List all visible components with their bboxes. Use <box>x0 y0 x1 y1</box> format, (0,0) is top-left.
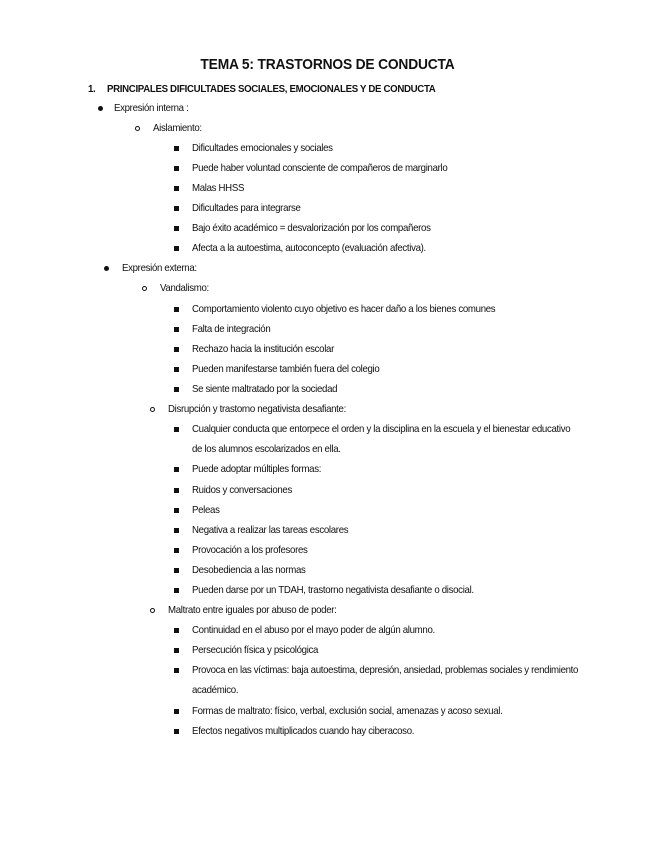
list-item: Pueden manifestarse también fuera del colegio <box>192 363 380 375</box>
list-item: Provoca en las víctimas: baja autoestima, depresión, ansiedad, problemas sociales y rendimiento <box>192 664 579 676</box>
list-item: Cualquier conducta que entorpece el orden y la disciplina en la escuela y el bienestar educativo <box>192 423 571 435</box>
list-item: Comportamiento violento cuyo objetivo es hacer daño a los bienes comunes <box>192 303 496 315</box>
list-item: Puede haber voluntad consciente de compañeros de marginarlo <box>192 162 448 174</box>
disrupcion-label: Disrupción y trastorno negativista desafiante: <box>168 403 346 415</box>
list-item-continuation: académico. <box>192 684 239 696</box>
bullet-square-icon <box>174 246 179 251</box>
bullet-square-icon <box>174 206 179 211</box>
list-item: Afecta a la autoestima, autoconcepto (evaluación afectiva). <box>192 242 426 254</box>
vandalismo-label: Vandalismo: <box>160 282 209 294</box>
bullet-square-icon <box>174 367 179 372</box>
bullet-square-icon <box>174 307 179 312</box>
bullet-square-icon <box>174 709 179 714</box>
bullet-square-icon <box>174 488 179 493</box>
list-item: Desobediencia a las normas <box>192 564 306 576</box>
bullet-square-icon <box>174 146 179 151</box>
bullet-square-icon <box>174 628 179 633</box>
section-heading: PRINCIPALES DIFICULTADES SOCIALES, EMOCIONALES Y DE CONDUCTA <box>107 83 436 95</box>
bullet-disc-icon <box>104 266 109 271</box>
list-item: Bajo éxito académico = desvalorización por los compañeros <box>192 222 431 234</box>
list-item: Dificultades emocionales y sociales <box>192 142 333 154</box>
bullet-square-icon <box>174 467 179 472</box>
bullet-square-icon <box>174 387 179 392</box>
list-item: Malas HHSS <box>192 182 245 194</box>
bullet-circle-icon <box>150 407 155 412</box>
list-item: Formas de maltrato: físico, verbal, exclusión social, amenazas y acoso sexual. <box>192 705 503 717</box>
bullet-square-icon <box>174 729 179 734</box>
list-item: Pueden darse por un TDAH, trastorno negativista desafiante o disocial. <box>192 584 474 596</box>
page-title: TEMA 5: TRASTORNOS DE CONDUCTA <box>200 56 455 73</box>
bullet-square-icon <box>174 528 179 533</box>
bullet-square-icon <box>174 186 179 191</box>
list-item: Rechazo hacia la institución escolar <box>192 343 334 355</box>
bullet-circle-icon <box>135 126 140 131</box>
bullet-square-icon <box>174 668 179 673</box>
bullet-square-icon <box>174 166 179 171</box>
section-number: 1. <box>88 83 96 95</box>
list-item: Persecución física y psicológica <box>192 644 319 656</box>
bullet-square-icon <box>174 588 179 593</box>
list-item: Negativa a realizar las tareas escolares <box>192 524 349 536</box>
list-item: Efectos negativos multiplicados cuando hay ciberacoso. <box>192 725 415 737</box>
bullet-square-icon <box>174 648 179 653</box>
expresion-interna-label: Expresión interna : <box>114 102 189 114</box>
list-item: Puede adoptar múltiples formas: <box>192 463 322 475</box>
list-item: Continuidad en el abuso por el mayo poder de algún alumno. <box>192 624 435 636</box>
aislamiento-label: Aislamiento: <box>153 122 202 134</box>
list-item: Ruidos y conversaciones <box>192 484 292 496</box>
bullet-square-icon <box>174 226 179 231</box>
expresion-externa-label: Expresión externa: <box>122 262 197 274</box>
list-item: Dificultades para integrarse <box>192 202 301 214</box>
bullet-square-icon <box>174 427 179 432</box>
bullet-square-icon <box>174 568 179 573</box>
list-item-continuation: de los alumnos escolarizados en ella. <box>192 443 341 455</box>
maltrato-label: Maltrato entre iguales por abuso de poder: <box>168 604 337 616</box>
list-item: Falta de integración <box>192 323 271 335</box>
bullet-disc-icon <box>98 106 103 111</box>
bullet-square-icon <box>174 347 179 352</box>
list-item: Provocación a los profesores <box>192 544 308 556</box>
bullet-circle-icon <box>142 286 147 291</box>
bullet-circle-icon <box>150 608 155 613</box>
list-item: Se siente maltratado por la sociedad <box>192 383 338 395</box>
bullet-square-icon <box>174 327 179 332</box>
bullet-square-icon <box>174 508 179 513</box>
list-item: Peleas <box>192 504 220 516</box>
bullet-square-icon <box>174 548 179 553</box>
